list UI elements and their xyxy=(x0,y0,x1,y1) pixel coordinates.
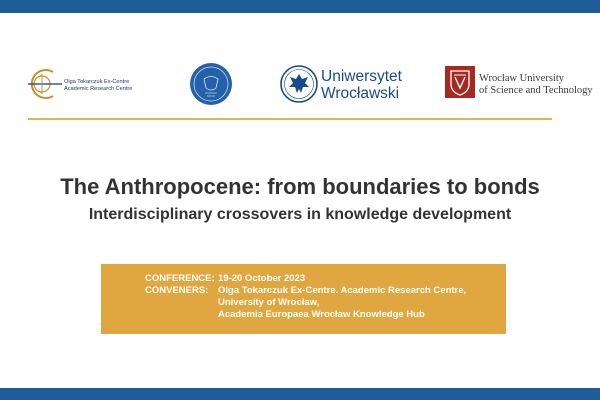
conveners-row xyxy=(145,309,466,321)
convener-item: Olga Tokarczuk Ex-Centre. Academic Research Centre, xyxy=(218,285,467,296)
pwr-logo xyxy=(445,66,595,106)
convener-item: University of Wrocław, xyxy=(218,297,320,308)
conveners-row xyxy=(145,297,466,309)
otec-logo xyxy=(26,66,186,102)
convener-item: Academia Europaea Wrocław Knowledge Hub xyxy=(218,309,425,320)
conveners-row xyxy=(145,285,466,297)
seal-logo xyxy=(189,62,233,106)
page-subtitle: Interdisciplinary crossovers in knowledge development xyxy=(88,206,512,223)
uwr-name-line2: Wrocławski xyxy=(321,85,400,102)
otec-emblem-icon xyxy=(26,66,62,102)
pwr-name-line2: of Science and Technology xyxy=(479,85,593,96)
conference-label: CONFERENCE: xyxy=(145,273,215,284)
uwr-logo xyxy=(279,64,409,108)
partner-logos xyxy=(0,60,600,110)
conveners-label: CONVENERS: xyxy=(145,285,209,296)
conference-info-box xyxy=(101,264,506,334)
top-accent-bar xyxy=(0,0,600,13)
otec-name-line2: Academic Research Centre xyxy=(64,85,133,92)
pwr-shield-icon xyxy=(445,66,475,98)
conference-dates: 19-20 October 2023 xyxy=(218,273,306,284)
conference-row xyxy=(145,273,466,285)
page-title: The Anthropocene: from boundaries to bonds xyxy=(60,174,540,199)
gold-divider xyxy=(28,118,552,120)
round-seal-icon xyxy=(189,62,233,106)
eagle-crest-icon xyxy=(279,64,319,104)
bottom-accent-bar xyxy=(0,388,600,400)
uwr-name-line1: Uniwersytet xyxy=(321,68,402,85)
otec-name-line1: Olga Tokarczuk Ex-Centre xyxy=(64,79,130,85)
pwr-name-line1: Wrocław University xyxy=(479,73,565,84)
